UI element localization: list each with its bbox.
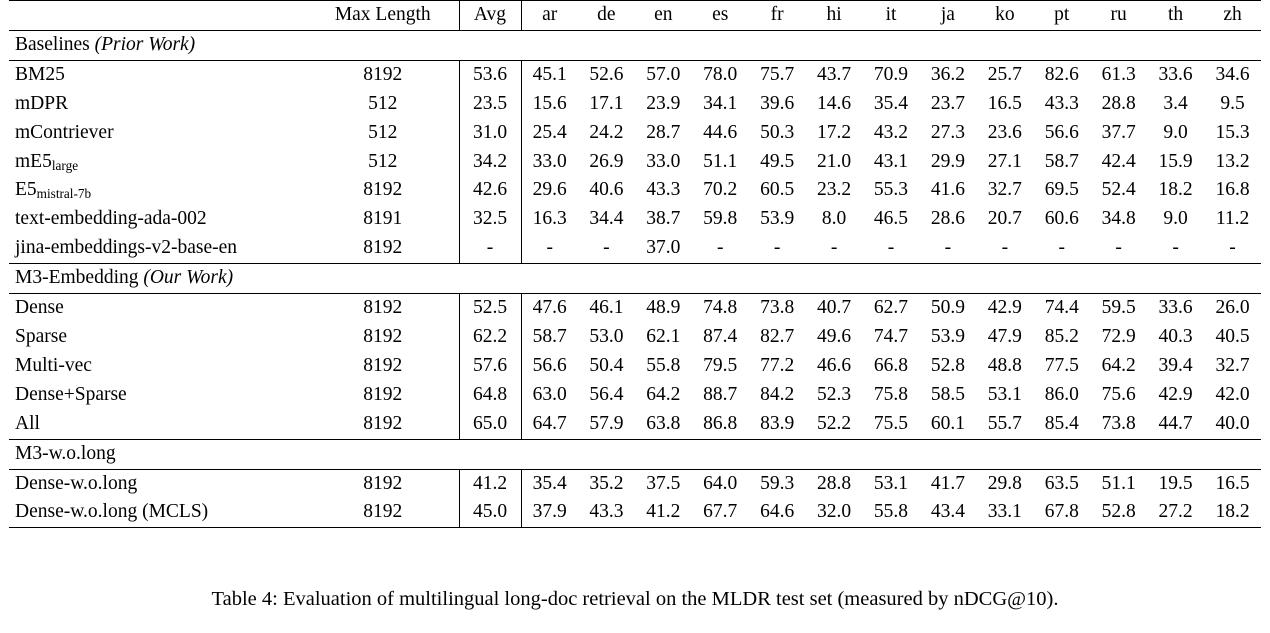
row-avg: 52.5	[459, 294, 521, 323]
row-avg: 53.6	[459, 60, 521, 89]
section-title-row	[9, 439, 1261, 469]
row-avg: 57.6	[459, 352, 521, 381]
row-max-length: 8192	[307, 410, 459, 439]
header-lang-it: it	[863, 1, 920, 31]
row-value-th: 33.6	[1158, 297, 1193, 319]
row-value-fr: 84.2	[760, 383, 795, 405]
row-value-en: 28.7	[646, 121, 681, 143]
row-value-pt: 67.8	[1033, 498, 1090, 527]
row-max-length: 8192	[363, 63, 403, 85]
row-value-de: 17.1	[589, 92, 624, 114]
row-value-de: -	[578, 234, 635, 263]
header-lang-th: th	[1147, 1, 1204, 31]
row-value-fr: 75.7	[760, 63, 795, 85]
row-value-ko: 25.7	[987, 63, 1022, 85]
row-value-it: -	[863, 234, 920, 263]
row-value-es: 34.1	[703, 92, 738, 114]
row-value-fr: 73.8	[760, 297, 795, 319]
row-value-en: 37.0	[635, 234, 692, 263]
row-value-es: 64.0	[703, 472, 738, 494]
table-caption: Table 4: Evaluation of multilingual long-doc retrieval on the MLDR test set (measured by nDCG@10).	[211, 588, 1059, 610]
row-avg: 34.2	[459, 148, 521, 177]
row-value-pt: 60.6	[1044, 208, 1079, 230]
row-max-length: 512	[368, 121, 398, 143]
row-value-fr: 64.6	[749, 498, 806, 527]
row-value-zh: 42.0	[1215, 383, 1250, 405]
row-value-zh: 15.3	[1215, 121, 1250, 143]
row-value-it: 66.8	[873, 354, 909, 376]
section-title: M3-Embedding (Our Work)	[9, 264, 1261, 294]
row-value-pt: 85.2	[1044, 325, 1079, 347]
header-lang-ja: ja	[919, 1, 976, 31]
table-row	[9, 381, 1261, 410]
row-value-ru: 34.8	[1101, 208, 1136, 230]
row-value-en: 33.0	[646, 150, 681, 172]
table-row	[9, 176, 1261, 205]
row-value-it: 53.1	[873, 472, 909, 494]
row-avg: 64.8	[459, 381, 521, 410]
row-value-fr: 83.9	[749, 410, 806, 439]
row-value-th: 9.0	[1163, 121, 1188, 143]
row-value-es: 86.8	[692, 410, 749, 439]
row-value-es: 74.8	[703, 297, 738, 319]
row-value-hi: 23.2	[817, 179, 852, 201]
row-value-ko: 48.8	[987, 354, 1022, 376]
row-value-de: 40.6	[589, 179, 624, 201]
row-value-fr: 53.9	[760, 208, 795, 230]
row-value-th: 44.7	[1147, 410, 1204, 439]
row-value-ar: 56.6	[532, 354, 567, 376]
header-lang-hi: hi	[806, 1, 863, 31]
row-value-pt: 58.7	[1044, 150, 1079, 172]
row-value-it: 70.9	[873, 63, 909, 85]
row-value-zh: 18.2	[1204, 498, 1261, 527]
row-value-ko: 55.7	[976, 410, 1033, 439]
row-value-it: 75.5	[863, 410, 920, 439]
row-value-ar: 58.7	[532, 325, 567, 347]
row-value-de: 34.4	[589, 208, 624, 230]
row-value-pt: 74.4	[1044, 297, 1079, 319]
row-value-es: 88.7	[703, 383, 738, 405]
row-value-hi: -	[806, 234, 863, 263]
row-value-ru: 37.7	[1101, 121, 1136, 143]
row-label: Dense-w.o.long (MCLS)	[9, 498, 307, 527]
row-max-length: 512	[368, 150, 398, 172]
row-label: All	[9, 410, 307, 439]
row-value-th: 40.3	[1158, 325, 1193, 347]
row-value-ru: 59.5	[1101, 297, 1136, 319]
row-value-zh: -	[1204, 234, 1261, 263]
row-value-hi: 52.2	[806, 410, 863, 439]
row-value-hi: 21.0	[817, 150, 852, 172]
row-value-fr: -	[749, 234, 806, 263]
row-avg: 62.2	[459, 323, 521, 352]
row-value-ko: 20.7	[987, 208, 1022, 230]
row-value-de: 26.9	[589, 150, 624, 172]
row-value-ru: 64.2	[1101, 354, 1136, 376]
table-row	[9, 148, 1261, 177]
header-lang-ar: ar	[521, 1, 578, 31]
row-value-ar: 15.6	[532, 92, 567, 114]
header-lang-de: de	[578, 1, 635, 31]
row-value-it: 46.5	[873, 208, 909, 230]
row-value-ja: 52.8	[930, 354, 965, 376]
row-value-ko: 23.6	[987, 121, 1022, 143]
row-value-en: 48.9	[646, 297, 681, 319]
row-value-de: 52.6	[589, 63, 624, 85]
row-value-ko: 27.1	[987, 150, 1022, 172]
row-value-fr: 60.5	[760, 179, 795, 201]
row-value-es: -	[692, 234, 749, 263]
row-value-pt: 56.6	[1044, 121, 1079, 143]
row-value-ko: 42.9	[987, 297, 1022, 319]
row-value-ar: 33.0	[532, 150, 567, 172]
row-value-en: 62.1	[646, 325, 681, 347]
row-max-length: 8192	[363, 383, 403, 405]
row-value-ko: 47.9	[987, 325, 1022, 347]
row-value-th: 18.2	[1158, 179, 1193, 201]
row-value-pt: 85.4	[1033, 410, 1090, 439]
row-value-it: 43.2	[873, 121, 909, 143]
row-value-ar: 16.3	[532, 208, 567, 230]
table-row	[9, 119, 1261, 148]
row-max-length: 8192	[363, 472, 403, 494]
row-value-es: 70.2	[703, 179, 738, 201]
table-row	[9, 352, 1261, 381]
row-value-fr: 59.3	[760, 472, 795, 494]
row-value-es: 67.7	[692, 498, 749, 527]
row-label: Dense	[15, 297, 64, 319]
header-lang-ru: ru	[1090, 1, 1147, 31]
row-value-hi: 17.2	[817, 121, 852, 143]
row-value-ja: 50.9	[930, 297, 965, 319]
row-value-ru: 72.9	[1101, 325, 1136, 347]
row-value-ja: 60.1	[919, 410, 976, 439]
row-value-it: 55.3	[873, 179, 909, 201]
row-value-zh: 13.2	[1215, 150, 1250, 172]
row-value-hi: 32.0	[806, 498, 863, 527]
row-value-pt: 69.5	[1044, 179, 1079, 201]
row-label: E5mistral-7b	[15, 179, 92, 202]
row-label: mE5large	[15, 150, 79, 173]
row-value-pt: 86.0	[1044, 383, 1079, 405]
row-value-zh: 40.5	[1215, 325, 1250, 347]
row-value-ja: 58.5	[930, 383, 965, 405]
row-value-ar: 25.4	[532, 121, 567, 143]
header-lang-es: es	[692, 1, 749, 31]
row-max-length: 8191	[363, 208, 403, 230]
row-value-ru: -	[1090, 234, 1147, 263]
table-row	[9, 234, 1261, 263]
row-avg: 42.6	[459, 176, 521, 205]
row-value-en: 64.2	[646, 383, 681, 405]
header-lang-pt: pt	[1033, 1, 1090, 31]
row-value-ja: 41.7	[930, 472, 965, 494]
row-value-fr: 50.3	[760, 121, 795, 143]
row-label: Dense-w.o.long	[15, 472, 138, 494]
row-value-pt: 82.6	[1044, 63, 1079, 85]
row-label: mContriever	[15, 121, 114, 143]
header-avg: Avg	[459, 1, 521, 31]
row-label: Sparse	[15, 325, 67, 347]
row-value-ja: 53.9	[930, 325, 965, 347]
row-value-zh: 11.2	[1215, 208, 1250, 230]
row-avg: 45.0	[459, 498, 521, 527]
row-value-en: 37.5	[646, 472, 681, 494]
row-value-de: 57.9	[578, 410, 635, 439]
row-max-length: 8192	[363, 325, 403, 347]
row-value-ja: 36.2	[930, 63, 965, 85]
row-value-pt: -	[1033, 234, 1090, 263]
header-lang-ko: ko	[976, 1, 1033, 31]
row-value-pt: 63.5	[1044, 472, 1079, 494]
row-value-pt: 43.3	[1044, 92, 1079, 114]
table-row	[9, 469, 1261, 498]
row-value-ar: 63.0	[532, 383, 567, 405]
row-value-it: 74.7	[873, 325, 909, 347]
row-value-hi: 49.6	[817, 325, 852, 347]
table-row	[9, 498, 1261, 527]
row-value-ru: 28.8	[1101, 92, 1136, 114]
row-value-ko: 16.5	[987, 92, 1022, 114]
table-row	[9, 410, 1261, 439]
row-value-zh: 32.7	[1215, 354, 1250, 376]
row-value-zh: 34.6	[1215, 63, 1250, 85]
row-value-th: -	[1147, 234, 1204, 263]
row-value-hi: 8.0	[821, 208, 847, 230]
row-value-zh: 40.0	[1204, 410, 1261, 439]
row-value-th: 3.4	[1163, 92, 1188, 114]
row-value-es: 51.1	[703, 150, 738, 172]
row-value-ru: 61.3	[1101, 63, 1136, 85]
row-value-zh: 9.5	[1220, 92, 1245, 114]
row-max-length: 8192	[363, 354, 403, 376]
row-value-th: 27.2	[1147, 498, 1204, 527]
row-value-zh: 16.5	[1215, 472, 1250, 494]
header-max-length: Max Length	[307, 1, 459, 31]
table-row	[9, 90, 1261, 119]
row-max-length: 8192	[307, 234, 459, 263]
row-value-es: 44.6	[703, 121, 738, 143]
row-avg: -	[459, 234, 521, 263]
row-max-length: 8192	[307, 498, 459, 527]
row-value-en: 63.8	[635, 410, 692, 439]
row-value-en: 55.8	[646, 354, 681, 376]
row-value-it: 75.8	[873, 383, 909, 405]
row-value-it: 55.8	[863, 498, 920, 527]
row-value-ko: 53.1	[987, 383, 1022, 405]
header-lang-zh: zh	[1204, 1, 1261, 31]
section-title-row	[9, 30, 1261, 60]
row-value-ja: 29.9	[930, 150, 965, 172]
row-value-de: 43.3	[578, 498, 635, 527]
row-value-ru: 52.4	[1101, 179, 1136, 201]
row-value-es: 79.5	[703, 354, 738, 376]
row-max-length: 8192	[363, 179, 403, 201]
row-value-th: 9.0	[1163, 208, 1188, 230]
section-title-row	[9, 264, 1261, 294]
row-value-de: 35.2	[589, 472, 624, 494]
row-label: Dense+Sparse	[15, 383, 127, 405]
header-name-cell	[9, 1, 307, 31]
row-value-en: 57.0	[646, 63, 681, 85]
row-value-de: 50.4	[589, 354, 624, 376]
row-value-hi: 14.6	[817, 92, 852, 114]
row-value-th: 19.5	[1158, 472, 1193, 494]
row-value-ru: 51.1	[1101, 472, 1136, 494]
row-value-de: 53.0	[589, 325, 624, 347]
row-value-hi: 52.3	[817, 383, 852, 405]
row-avg: 32.5	[459, 205, 521, 234]
row-value-ko: 33.1	[976, 498, 1033, 527]
table-row	[9, 60, 1261, 89]
row-value-th: 42.9	[1158, 383, 1193, 405]
row-avg: 41.2	[459, 469, 521, 498]
row-max-length: 512	[368, 92, 398, 114]
row-value-zh: 26.0	[1215, 297, 1250, 319]
row-value-th: 39.4	[1158, 354, 1193, 376]
row-value-ja: 41.6	[930, 179, 965, 201]
row-avg: 23.5	[459, 90, 521, 119]
row-value-ru: 52.8	[1090, 498, 1147, 527]
row-value-fr: 39.6	[760, 92, 795, 114]
row-value-fr: 82.7	[760, 325, 795, 347]
row-value-it: 62.7	[873, 297, 909, 319]
row-value-ar: 45.1	[532, 63, 567, 85]
row-value-pt: 77.5	[1044, 354, 1079, 376]
row-value-ar: 47.6	[532, 297, 567, 319]
row-label: jina-embeddings-v2-base-en	[9, 234, 307, 263]
row-value-ja: 23.7	[930, 92, 965, 114]
row-label: BM25	[15, 63, 65, 85]
section-title: M3-w.o.long	[9, 439, 1261, 469]
row-value-ko: 32.7	[987, 179, 1022, 201]
row-value-ar: 37.9	[521, 498, 578, 527]
row-value-ja: 27.3	[930, 121, 965, 143]
row-value-ja: -	[919, 234, 976, 263]
row-value-hi: 28.8	[817, 472, 852, 494]
row-value-ko: 29.8	[987, 472, 1022, 494]
row-value-th: 33.6	[1158, 63, 1193, 85]
row-value-en: 41.2	[635, 498, 692, 527]
row-value-de: 46.1	[589, 297, 624, 319]
row-value-es: 87.4	[703, 325, 738, 347]
row-value-ar: 64.7	[521, 410, 578, 439]
row-value-ja: 28.6	[930, 208, 965, 230]
table-row	[9, 205, 1261, 234]
section-title: Baselines (Prior Work)	[9, 30, 1261, 60]
row-value-ko: -	[976, 234, 1033, 263]
row-value-fr: 49.5	[760, 150, 795, 172]
row-max-length: 8192	[363, 297, 403, 319]
row-value-ru: 75.6	[1101, 383, 1136, 405]
row-value-en: 23.9	[646, 92, 681, 114]
row-value-ja: 43.4	[919, 498, 976, 527]
table-row	[9, 323, 1261, 352]
row-value-fr: 77.2	[760, 354, 795, 376]
row-value-de: 24.2	[589, 121, 624, 143]
row-value-es: 78.0	[703, 63, 738, 85]
row-value-en: 38.7	[646, 208, 681, 230]
row-value-en: 43.3	[646, 179, 681, 201]
row-value-hi: 43.7	[817, 63, 852, 85]
header-lang-en: en	[635, 1, 692, 31]
row-value-de: 56.4	[589, 383, 624, 405]
row-value-ru: 42.4	[1101, 150, 1136, 172]
row-value-ar: 35.4	[532, 472, 567, 494]
row-avg: 31.0	[459, 119, 521, 148]
row-label: text-embedding-ada-002	[15, 208, 207, 230]
row-value-th: 15.9	[1158, 150, 1193, 172]
row-value-ar: -	[521, 234, 578, 263]
header-lang-fr: fr	[749, 1, 806, 31]
row-value-it: 35.4	[873, 92, 909, 114]
row-value-es: 59.8	[703, 208, 738, 230]
results-table	[9, 0, 1261, 528]
row-label: Multi-vec	[15, 354, 92, 376]
table-header-row	[9, 1, 1261, 31]
row-value-hi: 40.7	[817, 297, 852, 319]
row-value-ru: 73.8	[1090, 410, 1147, 439]
row-label: mDPR	[15, 92, 69, 114]
table-row	[9, 294, 1261, 323]
row-avg: 65.0	[459, 410, 521, 439]
row-value-zh: 16.8	[1215, 179, 1250, 201]
row-value-it: 43.1	[873, 150, 909, 172]
row-value-ar: 29.6	[532, 179, 567, 201]
row-value-hi: 46.6	[817, 354, 852, 376]
